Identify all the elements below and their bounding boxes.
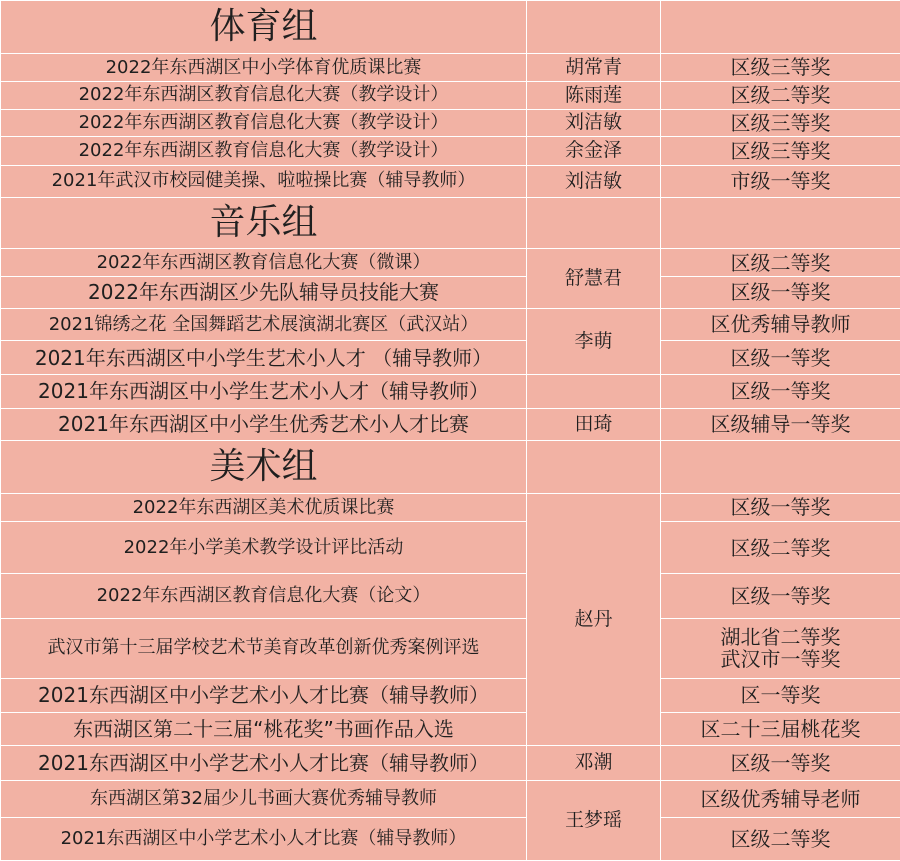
teacher-cell: 赵丹: [527, 493, 661, 745]
event-cell: 2021东西湖区中小学艺术小人才比赛（辅导教师）: [1, 818, 527, 861]
section-header-row: [1, 198, 900, 249]
event-cell: 2021东西湖区中小学艺术小人才比赛（辅导教师）: [1, 678, 527, 713]
teacher-cell: 王梦瑶: [527, 780, 661, 861]
award-cell: 区级一等奖: [661, 374, 900, 408]
event-cell: 2021年东西湖区中小学生优秀艺术小人才比赛: [1, 408, 527, 441]
empty-cell: [661, 441, 900, 494]
section-title: 体育组: [1, 1, 527, 54]
teacher-cell: 舒慧君: [527, 248, 661, 308]
event-cell: 2022年东西湖区少先队辅导员技能大赛: [1, 277, 527, 309]
section-title: 音乐组: [1, 198, 527, 249]
event-cell: 2021年东西湖区中小学生艺术小人才（辅导教师）: [1, 374, 527, 408]
table-row: [1, 109, 900, 136]
teacher-cell: 刘洁敏: [527, 165, 661, 198]
award-line: 湖北省二等奖: [720, 624, 841, 649]
teacher-cell: 邓潮: [527, 745, 661, 780]
empty-cell: [661, 1, 900, 54]
award-cell: 区级一等奖: [661, 277, 900, 309]
award-cell: 区级二等奖: [661, 248, 900, 276]
award-cell: 区级一等奖: [661, 493, 900, 521]
table-row: [1, 248, 900, 276]
event-cell: 2022年东西湖区教育信息化大赛（教学设计）: [1, 109, 527, 136]
table-row: [1, 818, 900, 861]
event-cell: 2021东西湖区中小学艺术小人才比赛（辅导教师）: [1, 745, 527, 780]
empty-cell: [527, 198, 661, 249]
table-row: [1, 574, 900, 619]
event-cell: 2021年东西湖区中小学生艺术小人才 （辅导教师）: [1, 341, 527, 375]
table-row: [1, 374, 900, 408]
event-cell: 东西湖区第32届少儿书画大赛优秀辅导教师: [1, 780, 527, 818]
table-row: [1, 618, 900, 678]
table-row: [1, 780, 900, 818]
section-header-row: [1, 441, 900, 494]
event-cell: 2022年东西湖区教育信息化大赛（教学设计）: [1, 82, 527, 109]
award-cell: 区级一等奖: [661, 574, 900, 619]
table-row: [1, 745, 900, 780]
award-cell: 区优秀辅导教师: [661, 308, 900, 341]
award-cell: 区级辅导一等奖: [661, 408, 900, 441]
event-cell: 2022年东西湖区教育信息化大赛（教学设计）: [1, 137, 527, 165]
award-cell: 区级二等奖: [661, 522, 900, 574]
event-cell: 2022年东西湖区中小学体育优质课比赛: [1, 53, 527, 81]
award-cell: 区级一等奖: [661, 745, 900, 780]
teacher-cell: 田琦: [527, 408, 661, 441]
table-row: [1, 522, 900, 574]
empty-cell: [661, 198, 900, 249]
empty-cell: [527, 441, 661, 494]
award-cell: 区级三等奖: [661, 53, 900, 81]
table-row: [1, 165, 900, 198]
table-row: [1, 82, 900, 109]
event-cell: 2022年小学美术教学设计评比活动: [1, 522, 527, 574]
award-cell: 区级二等奖: [661, 818, 900, 861]
award-cell: 区二十三届桃花奖: [661, 713, 900, 746]
award-line: 武汉市一等奖: [720, 647, 841, 672]
award-cell: 区级一等奖: [661, 341, 900, 375]
event-cell: 2022年东西湖区教育信息化大赛（微课）: [1, 248, 527, 276]
teacher-cell: 刘洁敏: [527, 109, 661, 136]
teacher-cell: 胡常青: [527, 53, 661, 81]
table-row: [1, 408, 900, 441]
award-cell: 区级优秀辅导老师: [661, 780, 900, 818]
event-cell: 2022年东西湖区美术优质课比赛: [1, 493, 527, 521]
event-cell: 2021年武汉市校园健美操、啦啦操比赛（辅导教师）: [1, 165, 527, 198]
table-row: [1, 137, 900, 165]
award-cell: 区一等奖: [661, 678, 900, 713]
event-cell: 2021锦绣之花 全国舞蹈艺术展演湖北赛区（武汉站）: [1, 308, 527, 341]
event-cell: 武汉市第十三届学校艺术节美育改革创新优秀案例评选: [1, 618, 527, 678]
table-row: [1, 713, 900, 746]
section-header-row: [1, 1, 900, 54]
empty-cell: [527, 1, 661, 54]
table-row: [1, 341, 900, 375]
teacher-cell: 李萌: [527, 308, 661, 374]
table-row: [1, 308, 900, 341]
award-cell: 区级三等奖: [661, 137, 900, 165]
event-cell: 东西湖区第二十三届“桃花奖”书画作品入选: [1, 713, 527, 746]
teacher-cell: 陈雨莲: [527, 82, 661, 109]
section-title: 美术组: [1, 441, 527, 494]
table-row: [1, 493, 900, 521]
empty-cell: [527, 374, 661, 408]
table-row: [1, 678, 900, 713]
award-cell: 区级三等奖: [661, 109, 900, 136]
award-cell: [661, 618, 900, 678]
table-row: [1, 277, 900, 309]
table-row: [1, 53, 900, 81]
award-cell: 市级一等奖: [661, 165, 900, 198]
teacher-cell: 余金泽: [527, 137, 661, 165]
event-cell: 2022年东西湖区教育信息化大赛（论文）: [1, 574, 527, 619]
award-cell: 区级二等奖: [661, 82, 900, 109]
